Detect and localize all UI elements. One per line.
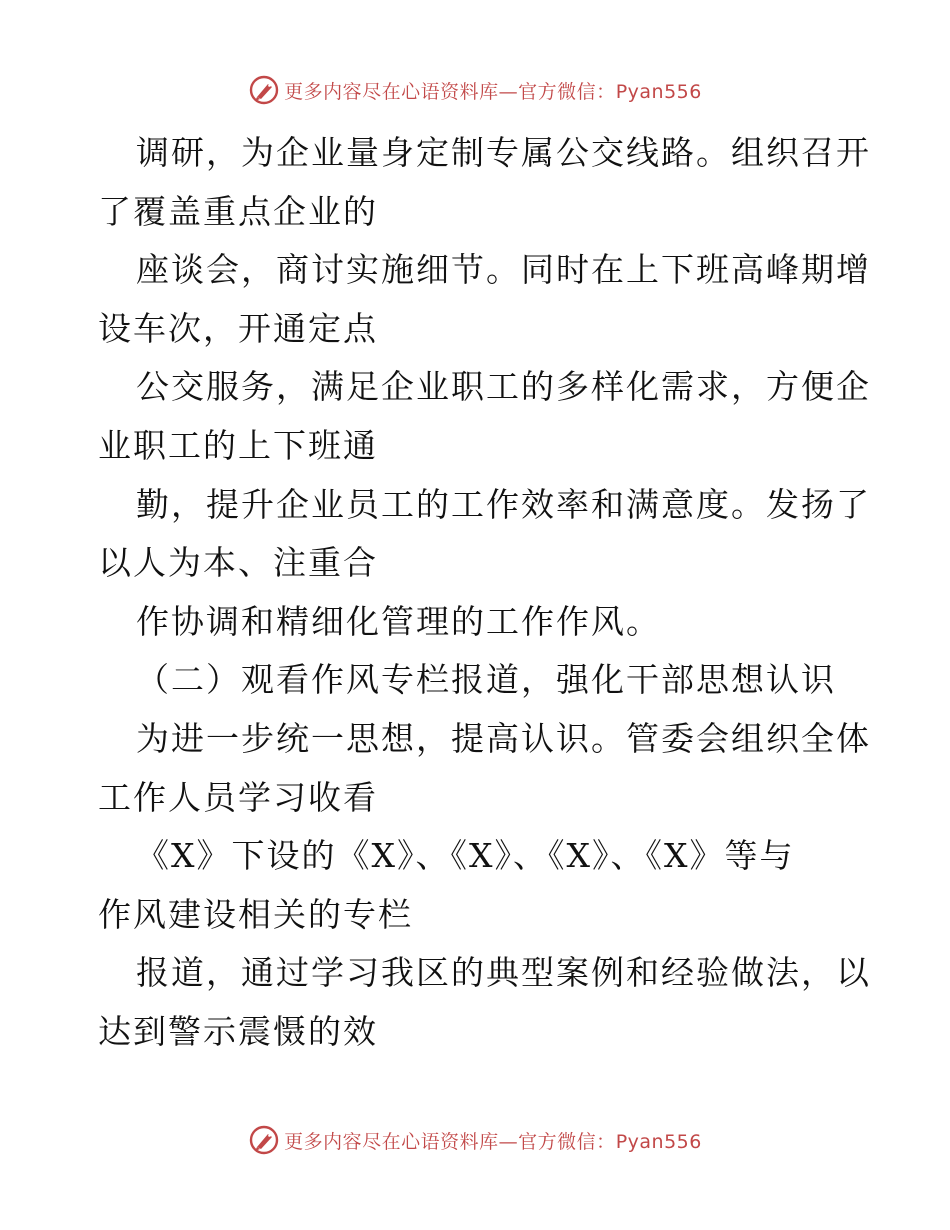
- text-line: 勤，提升企业员工的工作效率和满意度。发扬了: [136, 484, 871, 524]
- pen-nib-logo-icon: [248, 74, 280, 106]
- footer-watermark: [0, 1120, 950, 1160]
- text-line: 公交服务，满足企业职工的多样化需求，方便企: [136, 367, 871, 407]
- watermark-label: 官方微信：: [518, 80, 616, 103]
- watermark-brand: 更多内容尽在心语资料库: [284, 80, 499, 103]
- text-line: 业职工的上下班通: [98, 425, 378, 465]
- text-line: 座谈会，商讨实施细节。同时在上下班高峰期增: [136, 250, 871, 290]
- section-heading: （二）观看作风专栏报道，强化干部思想认识: [136, 660, 836, 700]
- pen-nib-logo-icon: [248, 1124, 280, 1156]
- watermark-text: [284, 1127, 702, 1154]
- text-line: 《X》下设的《X》、《X》、《X》、《X》等与: [136, 836, 795, 876]
- text-line: 报道，通过学习我区的典型案例和经验做法，以: [136, 953, 871, 993]
- watermark-wechat-id: Pyan556: [615, 80, 702, 103]
- text-line: 设车次，开通定点: [98, 308, 378, 348]
- document-body: [98, 124, 871, 1062]
- text-line: 作风建设相关的专栏: [98, 894, 413, 934]
- text-line: 达到警示震慑的效: [98, 1011, 378, 1051]
- watermark-label: 官方微信：: [518, 1130, 616, 1153]
- text-line: 工作人员学习收看: [98, 777, 378, 817]
- watermark-wechat-id: Pyan556: [615, 1130, 702, 1153]
- header-watermark: [0, 70, 950, 110]
- watermark-separator: —: [498, 80, 519, 103]
- watermark-brand: 更多内容尽在心语资料库: [284, 1130, 499, 1153]
- text-line: 调研，为企业量身定制专属公交线路。组织召开: [136, 133, 871, 172]
- watermark-separator: —: [498, 1130, 519, 1153]
- text-line: 以人为本、注重合: [98, 543, 378, 583]
- watermark-text: [284, 77, 702, 104]
- text-line: 作协调和精细化管理的工作作风。: [136, 601, 661, 641]
- text-line: 为进一步统一思想，提高认识。管委会组织全体: [136, 718, 871, 758]
- text-line: 了覆盖重点企业的: [98, 191, 378, 231]
